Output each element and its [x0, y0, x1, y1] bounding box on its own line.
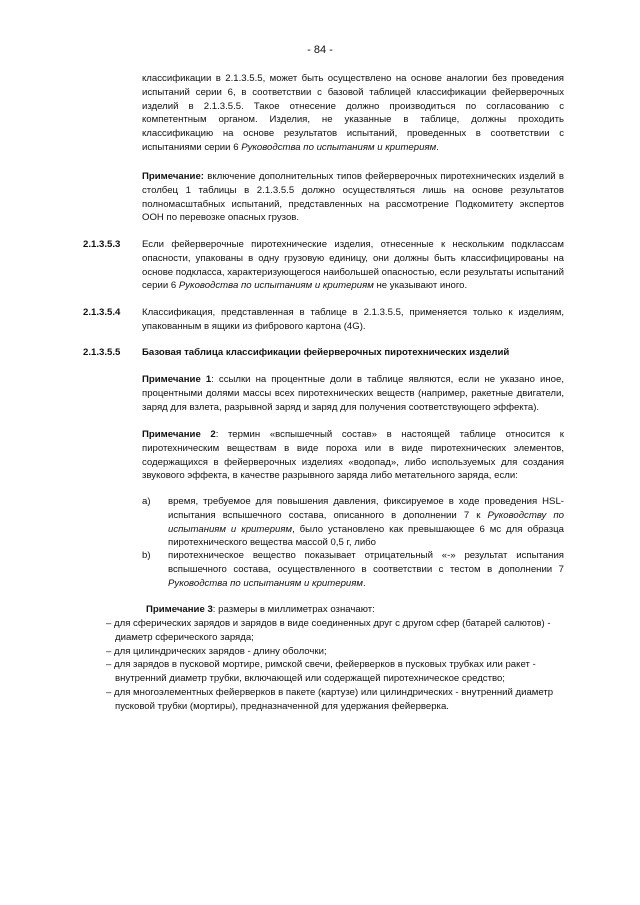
manual-reference: Руководства по испытаниям и критериям — [178, 280, 374, 292]
note-1-label: Примечание 1 — [142, 374, 212, 385]
page-number: - 84 - — [307, 44, 333, 56]
note-text: включение дополнительных типов фейерверочных пиротехнических изделий в столбец 1 таблицы в 2.1.3.5.5 должно осуществляться лишь на основе результатов полномасштабных испытаний, представленных на рассмотрение Подкомитету экспертов ООН по перевозке опасных грузов. — [142, 171, 564, 224]
note-2-paragraph — [142, 428, 564, 483]
note-3-list — [106, 617, 564, 714]
note-3-label: Примечание 3 — [146, 604, 213, 615]
note-2-label: Примечание 2 — [142, 429, 216, 440]
note-label: Примечание: — [142, 171, 204, 182]
note-1-text: : ссылки на процентные доли в таблице являются, если не указано иное, процентными долями массы всех пиротехнических веществ (например, ракетные двигатели, заряд для взлета, разрывной заряд и заряд для получения соответствующего эффекта). — [142, 374, 564, 413]
list-item: – для сферических зарядов и зарядов в виде соединенных друг с другом сфер (батарей салютов) - диаметр сферического заряда; — [106, 618, 551, 643]
list-text — [168, 549, 564, 590]
list-item: – для многоэлементных фейерверков в пакете (картузе) или цилиндрических - внутренний диаметр пусковой трубки (мортиры), предназначенной для удержания фейерверка. — [106, 686, 554, 712]
list-item: – для цилиндрических зарядов - длину оболочки; — [106, 645, 327, 657]
list-item-a — [142, 495, 564, 550]
list-item: – для зарядов в пусковой мортире, римской свечи, фейерверков в пусковых трубках или ракет - внутренний диаметр трубки, включающей или содержащей пиротехническое средство; — [106, 659, 536, 685]
intro-text: классификации в 2.1.3.5.5, может быть осуществлено на основе аналогии без проведения испытаний серии 6, в соответствии с базовой таблицей классификации фейерверочных изделий в 2.1.3.5.5. Такое отнесение должно производиться по согласованию с компетентным органом. Изделия, не указанные в таблице, должны проходить классификацию на основе результатов испытаний, проведенных в соответствии с испытаниями серии 6 — [142, 73, 564, 153]
list-label: b) — [142, 550, 151, 561]
list-label: a) — [142, 496, 151, 507]
section-text-end: не указывают иного. — [373, 280, 468, 292]
note-3-heading — [146, 603, 564, 617]
manual-reference: Руководства по испытаниям и критериям — [241, 141, 437, 153]
list-text-part: время, требуемое для повышения давления, фиксируемое в ходе проведения HSL-испытания вспышечного состава, описанного в дополнении 7 к — [168, 496, 564, 521]
list-text-part: пиротехническое вещество показывает отрицательный «-» результат испытания вспышечного состава, осуществленного в соответствии с тестом в дополнении 7 — [168, 550, 564, 575]
note-1-paragraph — [142, 373, 564, 414]
section-heading: Базовая таблица классификации фейерверочных пиротехнических изделий — [142, 347, 510, 358]
section-2-1-3-5-4-text: Классификация, представленная в таблице в 2.1.3.5.5, применяется только к изделиям, упакованным в ящики из фибрового картона (4G). — [142, 307, 564, 332]
intro-paragraph — [142, 72, 564, 155]
note-2-text: : термин «вспышечный состав» в настоящей таблице относится к пиротехническим веществам в виде пороха или в виде пиротехнических элементов, содержащихся в фейерверочных изделиях «водопад», либо используемых для создания звукового эффекта, в качестве разрывного заряда либо метательного заряда, если: — [142, 429, 564, 482]
note-3-text: : размеры в миллиметрах означают: — [212, 604, 375, 615]
note-paragraph — [142, 170, 564, 225]
list-text-part: . — [362, 577, 366, 589]
section-number-2-1-3-5-5: 2.1.3.5.5 — [83, 347, 121, 358]
section-text: Если фейерверочные пиротехнические изделия, отнесенные к нескольким подклассам опасности, упакованы в одну грузовую единицу, они должны быть классифицированы на основе подкласса, характеризующегося наибольшей опасностью, если результаты испытаний серии 6 — [142, 239, 564, 292]
list-text-part: , было установлено как превышающее 6 мс для образца пиротехнического вещества массой 0,5 г, либо — [168, 523, 564, 549]
section-number-2-1-3-5-4: 2.1.3.5.4 — [83, 307, 121, 318]
intro-text-end: . — [436, 141, 439, 153]
manual-reference: Руководству по испытаниям и критериям — [168, 509, 564, 535]
list-text — [168, 495, 564, 550]
list-item-b — [142, 549, 564, 590]
section-number-2-1-3-5-3: 2.1.3.5.3 — [83, 239, 121, 250]
manual-reference: Руководства по испытаниям и критериям — [168, 577, 363, 589]
section-2-1-3-5-3-text — [142, 238, 564, 293]
